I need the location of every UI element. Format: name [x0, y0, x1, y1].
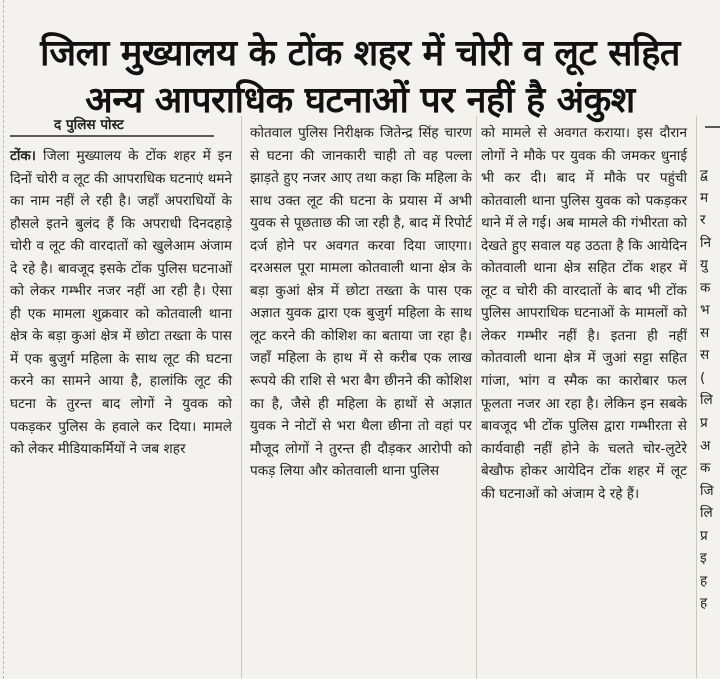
edge-fragment: म	[700, 189, 709, 206]
column-3-text: को मामले से अवगत कराया। इस दौरान लोगों ने मौके पर युवक की जमकर धुनाई भी कर दी। बाद में मौके पर पहुंची कोतवाली थाना पुलिस युवक को पकड़कर थाने में ले गई। अब मामले की गंभीरता को देखते हुए सवाल यह उठता है कि आयेदिन कोतवाली थाना क्षेत्र सहित टोंक शहर में लूट व चोरी की वारदातों के बाद भी टोंक पुलिस आपराधिक घटनाओं के मामलों को लेकर गम्भीर नहीं है। इतना ही नहीं कोतवाली थाना क्षेत्र में जुआं सट्टा सहित गांजा, भांग व स्मैक का कारोबार फल फूलता नजर आ रहा है। लेकिन इन सबके बावजूद भी टोंक पुलिस द्वारा गम्भीरता से कार्यवाही नहीं होने के चलते चोर-लुटेरे बेखौफ होकर आयेदिन टोंक शहर में लूट की घटनाओं को अंजाम दे रहे हैं।	[481, 125, 687, 502]
headline-line-2: अन्य आपराधिक घटनाओं पर नहीं है अंकुश	[85, 80, 635, 122]
article-column-3	[481, 122, 687, 505]
column-2-text: कोतवाल पुलिस निरीक्षक जितेन्द्र सिंह चारण से घटना की जानकारी चाही तो वह पल्ला झाड़ते हुए नजर आए तथा कहा कि महिला के साथ उक्त लूट की घटना के प्रयास में अभी युवक से पूछताछ की जा रही है, बाद में रिपोर्ट दर्ज होने पर अवगत करवा दिया जाएगा। दरअसल पूरा मामला कोतवाली थाना क्षेत्र के बड़ा कुआं क्षेत्र में छोटा तख्ता के पास एक अज्ञात युवक द्वारा एक बुजुर्ग महिला के साथ लूट करने की कोशिश का बताया जा रहा है। जहाँ महिला के हाथ में से करीब एक लाख रूपये की राशि से भरा बैग छीनने की कोशिश का है, जैसे ही महिला के हाथों से अज्ञात युवक ने नोटों से भरा थैला छीना तो वहां पर मौजूद लोगों ने तुरन्त ही दौड़कर आरोपी को पकड़ लिया और कोतवाली थाना पुलिस	[250, 125, 472, 480]
edge-fragment: द्व	[700, 167, 708, 183]
headline	[10, 30, 710, 124]
article-column-2	[250, 122, 472, 483]
column-1-text: जिला मुख्यालय के टोंक शहर में इन दिनों चोरी व लूट की आपराधिक घटनाएं थमने का नाम नहीं ले रही है। जहाँ अपराधियों के हौसले इतने बुलंद हैं कि अपराधी दिनदहाड़े चोरी व लूट की वारदातों को खुलेआम अंजाम दे रहे है। बावजूद इसके टोंक पुलिस घटनाओं को लेकर गम्भीर नजर नहीं आ रही है। ऐसा ही एक मामला शुक्रवार को कोतवाली थाना क्षेत्र के बड़ा कुआं क्षेत्र में छोटा तख्ता के पास में एक बुजुर्ग महिला के साथ लूट की घटना करने का सामने आया है, हालांकि लूट की घटना के तुरन्त बाद लोगों ने युवक को पकड़कर पुलिस के हवाले कर दिया। मामले को लेकर मीडियाकर्मियों ने जब शहर	[10, 148, 232, 458]
edge-fragment: स	[700, 324, 710, 341]
column-divider	[696, 116, 697, 678]
edge-fragment: इ	[700, 550, 707, 567]
headline-line-1: जिला मुख्यालय के टोंक शहर में चोरी व लूट सहित	[40, 33, 680, 75]
edge-fragment: स	[700, 347, 710, 364]
edge-fragment: अ	[700, 437, 711, 454]
edge-fragment: नि	[700, 234, 712, 251]
column-divider	[476, 116, 477, 678]
edge-fragment: क	[700, 460, 711, 477]
column-divider	[241, 116, 242, 678]
dateline: टोंक।	[10, 148, 36, 164]
edge-fragment: (	[700, 369, 706, 386]
edge-fragment: भ	[700, 302, 710, 319]
edge-fragment: प्र	[700, 527, 708, 544]
scissor-cut-line	[3, 0, 4, 679]
column-1-paragraph	[10, 145, 232, 461]
byline: द पुलिस पोस्ट	[10, 115, 214, 137]
article-column-1	[10, 115, 232, 461]
edge-fragment: यु	[700, 257, 708, 274]
edge-fragment: प्र	[700, 415, 708, 432]
edge-fragment: र	[700, 212, 706, 229]
edge-fragment: ह	[700, 572, 708, 589]
edge-fragment: लि	[700, 505, 713, 522]
edge-fragment: लि	[700, 392, 713, 409]
adjacent-article-fragment	[700, 116, 720, 615]
edge-fragment: क	[700, 279, 711, 296]
edge-fragment: जि	[700, 482, 714, 499]
edge-fragment: ह	[700, 595, 708, 612]
